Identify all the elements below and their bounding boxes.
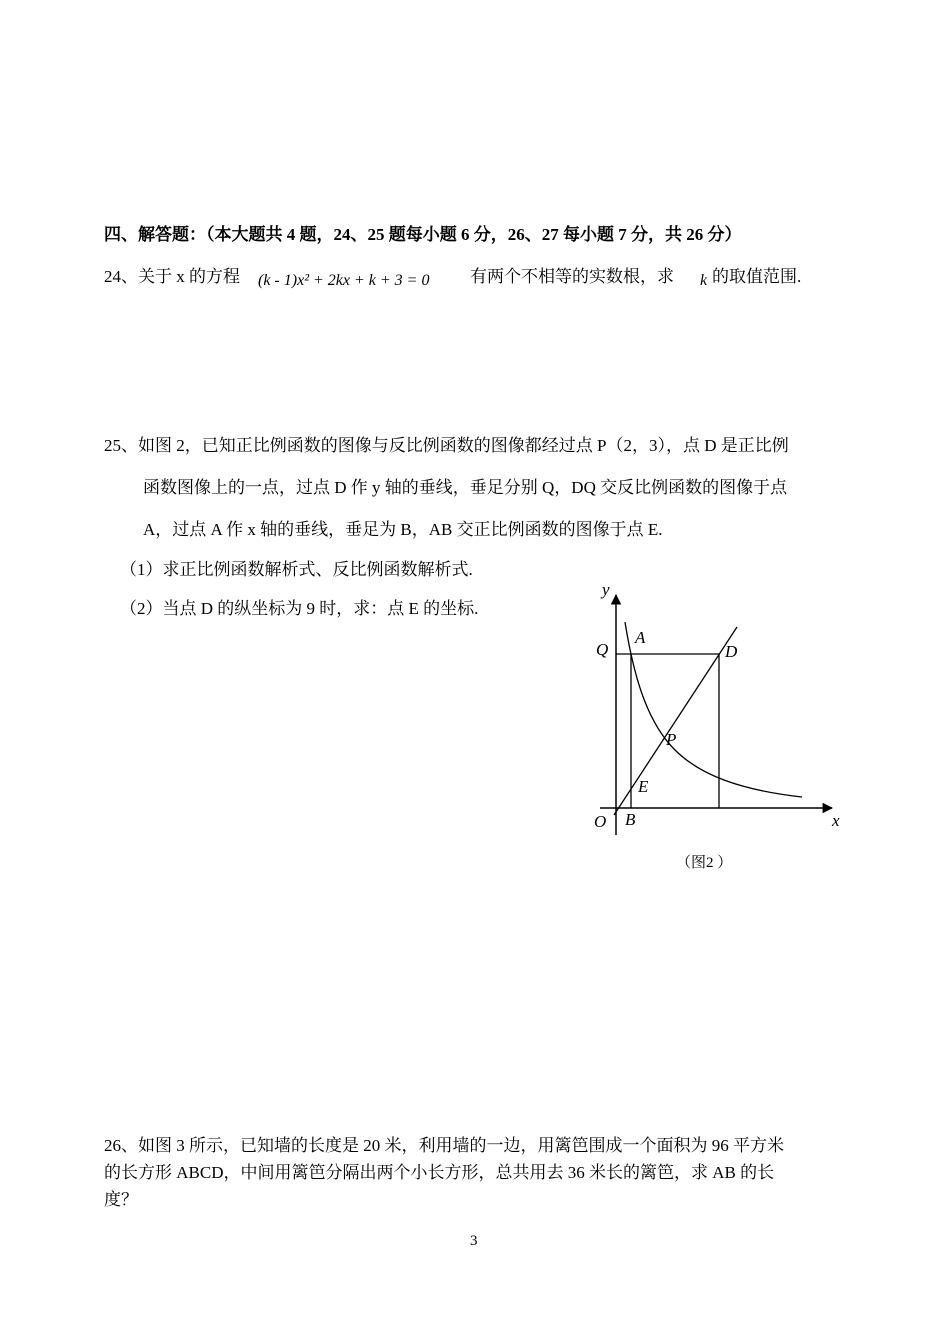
q24-variable: k (700, 272, 708, 289)
label-y: y (602, 580, 610, 599)
q24-equation: (k - 1)x² + 2kx + k + 3 = 0 (258, 272, 430, 289)
label-Q: Q (596, 640, 609, 659)
q26-line1: 26、如图 3 所示，已知墙的长度是 20 米，利用墙的一边，用篱笆围成一个面积为 96 平方米 (104, 1136, 784, 1155)
label-D: D (725, 642, 738, 661)
q24-suffix: 的取值范围. (712, 267, 802, 286)
label-E: E (638, 777, 649, 796)
label-O: O (594, 812, 607, 831)
inverse-curve (625, 622, 802, 797)
q25-line3: A，过点 A 作 x 轴的垂线，垂足为 B，AB 交正比例函数的图像于点 E. (143, 520, 663, 539)
figure-2 (580, 575, 850, 875)
figure-2-caption: （图2 ） (676, 855, 733, 871)
q25-part2: （2）当点 D 的纵坐标为 9 时，求：点 E 的坐标. (120, 599, 479, 618)
label-B: B (625, 810, 636, 829)
section-heading: 四、解答题：（本大题共 4 题，24、25 题每小题 6 分，26、27 每小题 7 分，共 26 分） (104, 225, 742, 244)
label-A: A (635, 628, 646, 647)
q26-line3: 度？ (104, 1190, 138, 1209)
q24-prefix: 24、关于 x 的方程 (104, 267, 240, 286)
q25-line2: 函数图像上的一点，过点 D 作 y 轴的垂线，垂足分别 Q，DQ 交反比例函数的图像于点 (143, 478, 788, 497)
q25-line1: 25、如图 2，已知正比例函数的图像与反比例函数的图像都经过点 P（2，3），点 D 是正比例 (104, 436, 789, 455)
label-x: x (832, 811, 840, 830)
q26-line2: 的长方形 ABCD，中间用篱笆分隔出两个小长方形，总共用去 36 米长的篱笆，求 AB 的长 (104, 1163, 775, 1182)
label-P: P (666, 730, 677, 749)
q24-middle: 有两个不相等的实数根，求 (470, 267, 674, 286)
q25-part1: （1）求正比例函数解析式、反比例函数解析式. (120, 560, 473, 579)
page-number: 3 (470, 1233, 478, 1249)
